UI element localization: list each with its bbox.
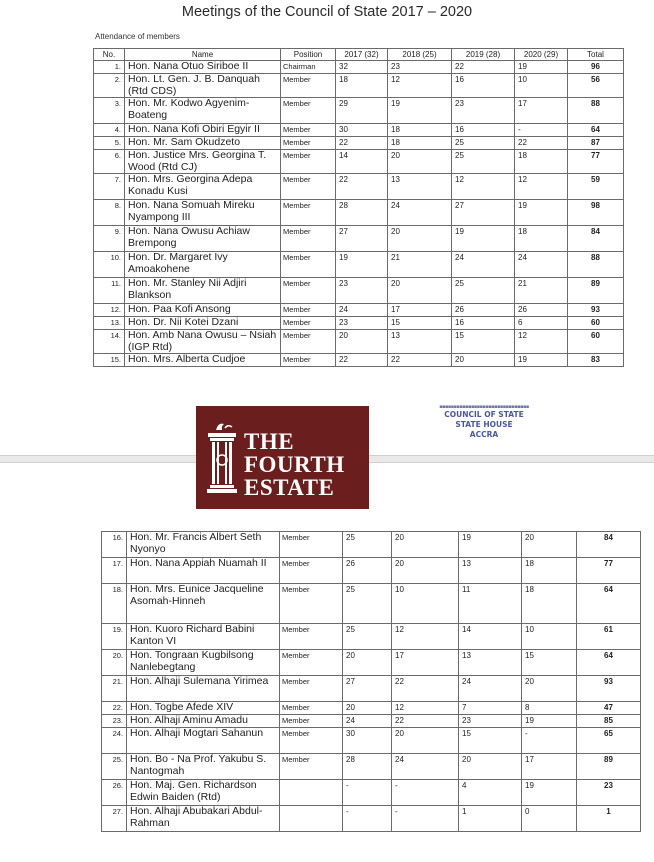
attendance-2019: 25 — [452, 278, 515, 304]
attendance-2019: 14 — [459, 624, 522, 650]
stamp-line-2: STATE HOUSE — [455, 420, 513, 429]
row-number: 5. — [94, 137, 125, 150]
attendance-2018: 12 — [392, 702, 459, 715]
attendance-2020: 8 — [522, 702, 577, 715]
attendance-2017: 24 — [343, 715, 392, 728]
table-row — [102, 728, 641, 754]
attendance-2019: 13 — [459, 650, 522, 676]
table-caption: Attendance of members — [95, 32, 180, 41]
attendance-total: 77 — [568, 150, 624, 174]
row-number: 25. — [102, 754, 127, 780]
attendance-2017: 20 — [343, 650, 392, 676]
attendance-2020: - — [515, 124, 568, 137]
member-name: Hon. Nana Somuah Mireku Nyampong III — [125, 200, 281, 226]
table-row — [102, 558, 641, 584]
attendance-total: 47 — [577, 702, 641, 715]
attendance-2017: 25 — [343, 584, 392, 624]
member-name: Hon. Nana Kofi Obiri Egyir II — [125, 124, 281, 137]
table-row — [102, 702, 641, 715]
table-row — [102, 584, 641, 624]
attendance-total: 64 — [577, 584, 641, 624]
attendance-2018: 20 — [392, 728, 459, 754]
member-name: Hon. Alhaji Abubakari Abdul-Rahman — [127, 806, 280, 832]
member-position: Member — [280, 715, 343, 728]
stamp-border: ▪▪▪▪▪▪▪▪▪▪▪▪▪▪▪▪▪▪▪▪▪▪▪▪▪▪▪▪▪▪▪ — [439, 404, 529, 410]
attendance-2020: 19 — [522, 715, 577, 728]
member-position: Member — [281, 226, 336, 252]
member-name: Hon. Lt. Gen. J. B. Danquah (Rtd CDS) — [125, 74, 281, 98]
attendance-2017: - — [343, 780, 392, 806]
attendance-2017: 25 — [343, 624, 392, 650]
attendance-table-page2 — [101, 531, 641, 832]
attendance-2019: 1 — [459, 806, 522, 832]
table-row — [94, 137, 624, 150]
attendance-2020: 10 — [522, 624, 577, 650]
attendance-2018: 18 — [388, 137, 452, 150]
row-number: 17. — [102, 558, 127, 584]
table-row — [94, 124, 624, 137]
attendance-total: 89 — [568, 278, 624, 304]
table-header-row — [94, 49, 624, 61]
table-row — [94, 330, 624, 354]
header-2018: 2018 (25) — [388, 49, 452, 61]
attendance-2019: 15 — [452, 330, 515, 354]
pillar-icon — [206, 420, 238, 498]
row-number: 15. — [94, 354, 125, 367]
attendance-total: 88 — [568, 98, 624, 124]
table-row — [94, 317, 624, 330]
attendance-total: 77 — [577, 558, 641, 584]
attendance-2019: 22 — [452, 61, 515, 74]
attendance-2020: 21 — [515, 278, 568, 304]
attendance-2018: 22 — [392, 676, 459, 702]
attendance-2019: 12 — [452, 174, 515, 200]
attendance-2017: 24 — [336, 304, 388, 317]
attendance-2020: 10 — [515, 74, 568, 98]
attendance-2018: 12 — [392, 624, 459, 650]
attendance-2017: 32 — [336, 61, 388, 74]
member-name: Hon. Mr. Kodwo Agyenim-Boateng — [125, 98, 281, 124]
attendance-2020: - — [522, 728, 577, 754]
attendance-2019: 16 — [452, 124, 515, 137]
attendance-2018: 13 — [388, 330, 452, 354]
member-position: Member — [281, 200, 336, 226]
header-no: No. — [94, 49, 125, 61]
member-position: Member — [281, 354, 336, 367]
member-position: Member — [281, 317, 336, 330]
attendance-total: 84 — [568, 226, 624, 252]
attendance-2017: 19 — [336, 252, 388, 278]
attendance-total: 88 — [568, 252, 624, 278]
attendance-2019: 24 — [459, 676, 522, 702]
member-position: Member — [281, 304, 336, 317]
attendance-2018: 17 — [392, 650, 459, 676]
member-name: Hon. Tongraan Kugbilsong Nanlebegtang — [127, 650, 280, 676]
attendance-total: 56 — [568, 74, 624, 98]
member-position: Member — [280, 532, 343, 558]
attendance-total: 87 — [568, 137, 624, 150]
header-2020: 2020 (29) — [515, 49, 568, 61]
member-position: Member — [280, 702, 343, 715]
row-number: 10. — [94, 252, 125, 278]
attendance-2017: 22 — [336, 137, 388, 150]
attendance-2017: 29 — [336, 98, 388, 124]
member-name: Hon. Dr. Nii Kotei Dzani — [125, 317, 281, 330]
attendance-2017: - — [343, 806, 392, 832]
member-name: Hon. Mrs. Georgina Adepa Konadu Kusi — [125, 174, 281, 200]
row-number: 21. — [102, 676, 127, 702]
table-body-page2 — [102, 532, 641, 832]
table-body-page1 — [94, 61, 624, 367]
attendance-2017: 25 — [343, 532, 392, 558]
member-name: Hon. Mr. Francis Albert Seth Nyonyo — [127, 532, 280, 558]
attendance-total: 93 — [568, 304, 624, 317]
table-row — [94, 61, 624, 74]
attendance-total: 65 — [577, 728, 641, 754]
attendance-2019: 16 — [452, 317, 515, 330]
attendance-2018: 18 — [388, 124, 452, 137]
row-number: 19. — [102, 624, 127, 650]
table-row — [94, 74, 624, 98]
member-position: Member — [281, 74, 336, 98]
council-stamp — [428, 404, 540, 440]
member-name: Hon. Mrs. Alberta Cudjoe — [125, 354, 281, 367]
attendance-2019: 11 — [459, 584, 522, 624]
attendance-2020: 20 — [522, 532, 577, 558]
member-name: Hon. Justice Mrs. Georgina T. Wood (Rtd CJ) — [125, 150, 281, 174]
attendance-2018: 20 — [388, 150, 452, 174]
member-position — [280, 780, 343, 806]
member-position: Member — [280, 728, 343, 754]
table-row — [102, 715, 641, 728]
attendance-total: 60 — [568, 330, 624, 354]
attendance-total: 84 — [577, 532, 641, 558]
attendance-total: 93 — [577, 676, 641, 702]
row-number: 12. — [94, 304, 125, 317]
attendance-2019: 20 — [459, 754, 522, 780]
attendance-2017: 30 — [336, 124, 388, 137]
attendance-2018: - — [392, 780, 459, 806]
stamp-line-1: COUNCIL OF STATE — [444, 410, 524, 419]
attendance-table-page1 — [93, 48, 624, 367]
attendance-2020: 17 — [515, 98, 568, 124]
member-name: Hon. Togbe Afede XIV — [127, 702, 280, 715]
member-name: Hon. Alhaji Mogtari Sahanun — [127, 728, 280, 754]
attendance-2020: 19 — [515, 200, 568, 226]
attendance-total: 61 — [577, 624, 641, 650]
attendance-2019: 19 — [452, 226, 515, 252]
table-row — [94, 252, 624, 278]
attendance-2020: 22 — [515, 137, 568, 150]
member-name: Hon. Maj. Gen. Richardson Edwin Baiden (Rtd) — [127, 780, 280, 806]
attendance-2018: 21 — [388, 252, 452, 278]
row-number: 11. — [94, 278, 125, 304]
attendance-total: 60 — [568, 317, 624, 330]
member-name: Hon. Paa Kofi Ansong — [125, 304, 281, 317]
member-position — [280, 806, 343, 832]
row-number: 6. — [94, 150, 125, 174]
attendance-2017: 22 — [336, 174, 388, 200]
attendance-2019: 7 — [459, 702, 522, 715]
table-row — [94, 98, 624, 124]
attendance-2020: 12 — [515, 174, 568, 200]
stamp-line-3: ACCRA — [469, 430, 499, 439]
attendance-2018: - — [392, 806, 459, 832]
attendance-2020: 18 — [515, 150, 568, 174]
member-position: Member — [281, 98, 336, 124]
attendance-2017: 23 — [336, 278, 388, 304]
table-row — [102, 676, 641, 702]
document-title: Meetings of the Council of State 2017 – 2020 — [181, 4, 473, 20]
attendance-2020: 0 — [522, 806, 577, 832]
row-number: 2. — [94, 74, 125, 98]
member-position: Chairman — [281, 61, 336, 74]
member-position: Member — [280, 584, 343, 624]
row-number: 16. — [102, 532, 127, 558]
header-name: Name — [125, 49, 281, 61]
member-name: Hon. Mrs. Eunice Jacqueline Asomah-Hinneh — [127, 584, 280, 624]
member-position: Member — [280, 676, 343, 702]
attendance-2017: 28 — [343, 754, 392, 780]
attendance-2019: 16 — [452, 74, 515, 98]
member-name: Hon. Mr. Stanley Nii Adjiri Blankson — [125, 278, 281, 304]
attendance-2018: 24 — [392, 754, 459, 780]
member-name: Hon. Nana Appiah Nuamah II — [127, 558, 280, 584]
attendance-2019: 15 — [459, 728, 522, 754]
attendance-2017: 20 — [336, 330, 388, 354]
table-row — [102, 806, 641, 832]
attendance-2019: 19 — [459, 532, 522, 558]
attendance-2017: 28 — [336, 200, 388, 226]
attendance-2020: 15 — [522, 650, 577, 676]
attendance-2017: 14 — [336, 150, 388, 174]
row-number: 18. — [102, 584, 127, 624]
attendance-2020: 19 — [522, 780, 577, 806]
member-name: Hon. Alhaji Aminu Amadu — [127, 715, 280, 728]
table-row — [94, 304, 624, 317]
table-row — [102, 780, 641, 806]
attendance-2018: 13 — [388, 174, 452, 200]
member-name: Hon. Alhaji Sulemana Yirimea — [127, 676, 280, 702]
table-row — [94, 354, 624, 367]
attendance-2018: 20 — [392, 532, 459, 558]
attendance-2019: 27 — [452, 200, 515, 226]
row-number: 7. — [94, 174, 125, 200]
row-number: 24. — [102, 728, 127, 754]
member-name: Hon. Dr. Margaret Ivy Amoakohene — [125, 252, 281, 278]
member-name: Hon. Amb Nana Owusu – Nsiah (IGP Rtd) — [125, 330, 281, 354]
attendance-total: 85 — [577, 715, 641, 728]
attendance-2018: 15 — [388, 317, 452, 330]
attendance-2018: 20 — [392, 558, 459, 584]
attendance-2019: 23 — [459, 715, 522, 728]
header-position: Position — [281, 49, 336, 61]
row-number: 4. — [94, 124, 125, 137]
logo-text-estate: ESTATE — [244, 475, 335, 500]
attendance-2019: 13 — [459, 558, 522, 584]
table-row — [102, 624, 641, 650]
header-2019: 2019 (28) — [452, 49, 515, 61]
header-2017: 2017 (32) — [336, 49, 388, 61]
member-position: Member — [281, 252, 336, 278]
attendance-2017: 27 — [336, 226, 388, 252]
attendance-2018: 12 — [388, 74, 452, 98]
logo-text-the: THE — [244, 429, 295, 454]
row-number: 20. — [102, 650, 127, 676]
attendance-total: 96 — [568, 61, 624, 74]
attendance-2020: 18 — [522, 584, 577, 624]
attendance-total: 1 — [577, 806, 641, 832]
attendance-total: 98 — [568, 200, 624, 226]
attendance-2017: 30 — [343, 728, 392, 754]
member-position: Member — [281, 174, 336, 200]
member-position: Member — [280, 624, 343, 650]
attendance-2019: 26 — [452, 304, 515, 317]
member-position: Member — [281, 330, 336, 354]
row-number: 22. — [102, 702, 127, 715]
table-row — [102, 650, 641, 676]
member-name: Hon. Mr. Sam Okudzeto — [125, 137, 281, 150]
attendance-2018: 20 — [388, 278, 452, 304]
row-number: 23. — [102, 715, 127, 728]
attendance-total: 23 — [577, 780, 641, 806]
member-position: Member — [280, 558, 343, 584]
attendance-2019: 25 — [452, 150, 515, 174]
row-number: 8. — [94, 200, 125, 226]
attendance-2019: 4 — [459, 780, 522, 806]
attendance-2017: 22 — [336, 354, 388, 367]
attendance-2017: 27 — [343, 676, 392, 702]
attendance-2018: 22 — [392, 715, 459, 728]
member-name: Hon. Kuoro Richard Babini Kanton VI — [127, 624, 280, 650]
attendance-2020: 26 — [515, 304, 568, 317]
table-row — [94, 226, 624, 252]
attendance-2020: 19 — [515, 61, 568, 74]
attendance-total: 59 — [568, 174, 624, 200]
attendance-2018: 10 — [392, 584, 459, 624]
attendance-2019: 20 — [452, 354, 515, 367]
attendance-2020: 20 — [522, 676, 577, 702]
attendance-total: 89 — [577, 754, 641, 780]
row-number: 9. — [94, 226, 125, 252]
row-number: 1. — [94, 61, 125, 74]
row-number: 27. — [102, 806, 127, 832]
attendance-2020: 17 — [522, 754, 577, 780]
row-number: 13. — [94, 317, 125, 330]
table-row — [94, 278, 624, 304]
attendance-2018: 23 — [388, 61, 452, 74]
attendance-2018: 19 — [388, 98, 452, 124]
member-position: Member — [281, 124, 336, 137]
member-position: Member — [281, 150, 336, 174]
attendance-2018: 24 — [388, 200, 452, 226]
table-row — [102, 532, 641, 558]
attendance-2018: 22 — [388, 354, 452, 367]
attendance-2019: 24 — [452, 252, 515, 278]
attendance-2019: 25 — [452, 137, 515, 150]
member-name: Hon. Bo - Na Prof. Yakubu S. Nantogmah — [127, 754, 280, 780]
table-row — [102, 754, 641, 780]
table-row — [94, 174, 624, 200]
member-position: Member — [280, 754, 343, 780]
attendance-2018: 20 — [388, 226, 452, 252]
member-position: Member — [281, 278, 336, 304]
member-position: Member — [280, 650, 343, 676]
row-number: 3. — [94, 98, 125, 124]
attendance-2017: 20 — [343, 702, 392, 715]
attendance-2020: 12 — [515, 330, 568, 354]
attendance-2020: 24 — [515, 252, 568, 278]
attendance-2020: 19 — [515, 354, 568, 367]
header-total: Total — [568, 49, 624, 61]
attendance-total: 64 — [568, 124, 624, 137]
attendance-total: 83 — [568, 354, 624, 367]
fourth-estate-logo — [196, 406, 369, 509]
attendance-2018: 17 — [388, 304, 452, 317]
attendance-2019: 23 — [452, 98, 515, 124]
attendance-2017: 26 — [343, 558, 392, 584]
logo-text-fourth: FOURTH — [244, 452, 345, 477]
attendance-total: 64 — [577, 650, 641, 676]
attendance-2020: 18 — [515, 226, 568, 252]
table-row — [94, 200, 624, 226]
member-name: Hon. Nana Otuo Siriboe II — [125, 61, 281, 74]
member-position: Member — [281, 137, 336, 150]
row-number: 14. — [94, 330, 125, 354]
member-name: Hon. Nana Owusu Achiaw Brempong — [125, 226, 281, 252]
table-row — [94, 150, 624, 174]
row-number: 26. — [102, 780, 127, 806]
attendance-2017: 18 — [336, 74, 388, 98]
attendance-2020: 18 — [522, 558, 577, 584]
attendance-2017: 23 — [336, 317, 388, 330]
attendance-2020: 6 — [515, 317, 568, 330]
